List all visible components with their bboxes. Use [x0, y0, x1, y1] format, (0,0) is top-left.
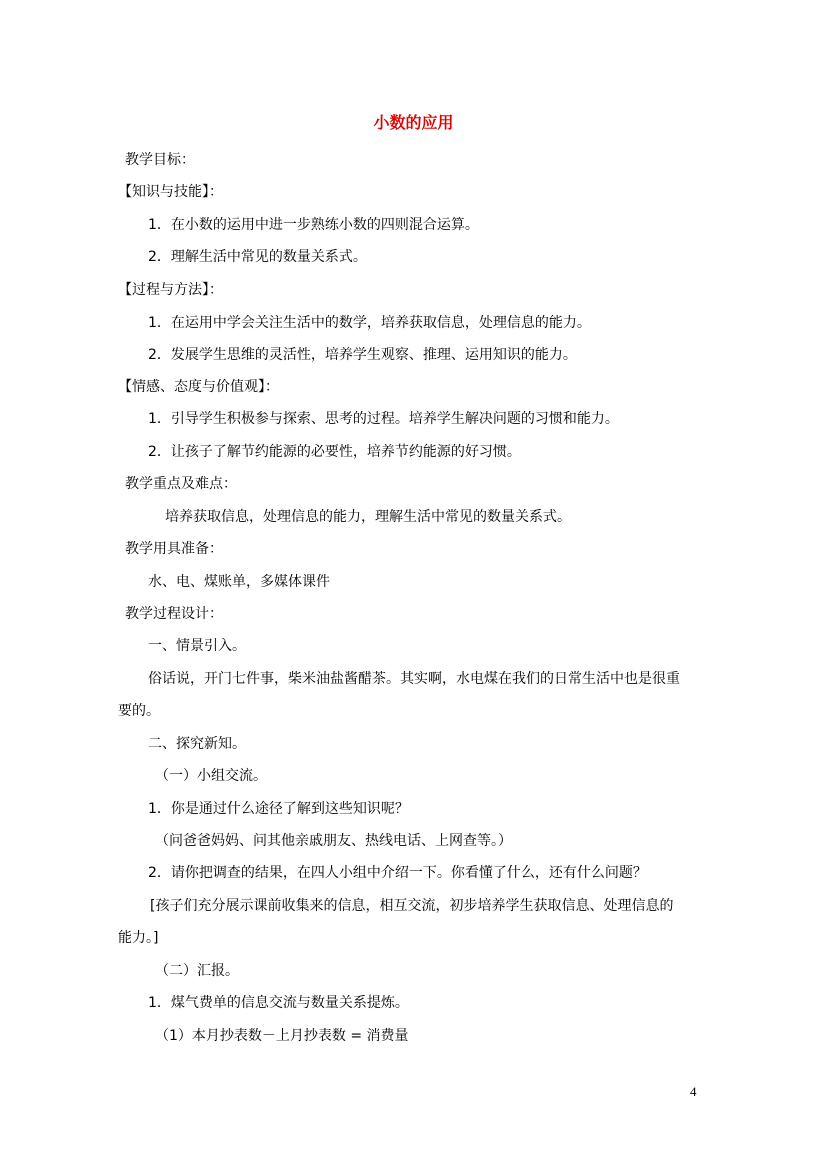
text-line: 教学重点及难点： — [125, 476, 237, 492]
text-line: （二）汇报。 — [155, 963, 239, 979]
text-line: 水、电、煤账单，多媒体课件 — [148, 574, 330, 590]
text-line: （一）小组交流。 — [155, 768, 267, 784]
text-line: 能力。] — [118, 930, 159, 946]
text-line: 【过程与方法】： — [118, 282, 223, 298]
text-line: （问爸爸妈妈、问其他亲戚朋友、热线电话、上网查等。） — [155, 833, 512, 849]
text-line: （1）本月抄表数－上月抄表数 = 消费量 — [155, 1028, 409, 1044]
text-line: 二、探究新知。 — [148, 736, 246, 752]
text-line: 俗话说，开门七件事，柴米油盐酱醋茶。其实啊，水电煤在我们的日常生活中也是很重 — [148, 671, 680, 687]
page-number: 4 — [690, 1084, 697, 1099]
text-line: 1．在运用中学会关注生活中的数学，培养获取信息，处理信息的能力。 — [148, 315, 591, 331]
text-line: 教学目标： — [125, 152, 195, 168]
text-line: 【知识与技能】： — [118, 184, 223, 200]
text-line: 教学用具准备： — [125, 541, 223, 557]
text-line: 教学过程设计： — [125, 606, 223, 622]
text-line: 1．你是通过什么途径了解到这些知识呢？ — [148, 801, 409, 817]
text-line: 1．煤气费单的信息交流与数量关系提炼。 — [148, 995, 409, 1011]
text-line: 培养获取信息，处理信息的能力，理解生活中常见的数量关系式。 — [165, 509, 571, 525]
text-line: 一、情景引入。 — [148, 638, 246, 654]
text-line: [孩子们充分展示课前收集来的信息，相互交流，初步培养学生获取信息、处理信息的 — [150, 898, 674, 914]
text-line: 2．让孩子了解节约能源的必要性，培养节约能源的好习惯。 — [148, 444, 521, 460]
document-title: 小数的应用 — [373, 113, 454, 132]
text-line: 【情感、态度与价值观】： — [118, 379, 279, 395]
text-line: 2．理解生活中常见的数量关系式。 — [148, 249, 367, 265]
text-line: 2．请你把调查的结果，在四人小组中介绍一下。你看懂了什么，还有什么问题？ — [148, 865, 647, 881]
text-line: 要的。 — [118, 703, 160, 719]
text-line: 1．引导学生积极参与探索、思考的过程。培养学生解决问题的习惯和能力。 — [148, 411, 619, 427]
text-line: 2．发展学生思维的灵活性，培养学生观察、推理、运用知识的能力。 — [148, 347, 577, 363]
text-line: 1．在小数的运用中进一步熟练小数的四则混合运算。 — [148, 217, 479, 233]
